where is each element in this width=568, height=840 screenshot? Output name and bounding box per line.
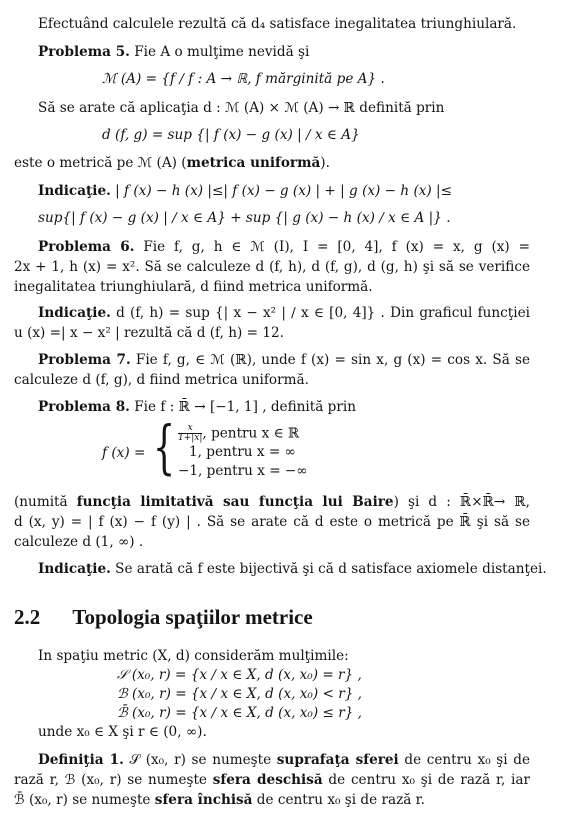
closed-sphere-term: sfera închisă: [154, 792, 253, 808]
problem-8-line2-pre: (numită: [14, 494, 77, 510]
problem-8-hint: [38, 561, 547, 579]
problem-6-line1: [38, 239, 530, 257]
sphere-surface-term: suprafaţa sferei: [276, 752, 399, 768]
problem-5-line3-pre: este o metrică pe ℳ (A) (: [14, 155, 187, 171]
case-1: [178, 424, 299, 444]
problem-8-line1: [38, 399, 356, 417]
definition-1-l3a: ℬ̄ (x₀, r) se numeşte: [14, 792, 155, 808]
problem-5-hint-line1: [38, 183, 452, 201]
problem-8-line2-post: ) şi d : ℝ̄×ℝ̄→ ℝ,: [393, 494, 530, 510]
problem-8-line4: calculeze d (1, ∞) .: [14, 534, 144, 550]
problem-8-hint-label: Indicaţie.: [38, 561, 111, 577]
problem-5-heading: Problema 5.: [38, 44, 130, 60]
uniform-metric-term: metrica uniformă: [186, 155, 321, 171]
case-2: 1, pentru x = ∞: [189, 444, 296, 460]
problem-5-hint-line2: sup{| f (x) − g (x) | ∕ x ∈ A} + sup {| g (x) − h (x) ∕ x ∈ A |} .: [38, 210, 451, 226]
case-1-fraction: [178, 424, 202, 444]
intro-line: Efectuând calculele rezultă că d₄ satisface inegalitatea triunghiulară.: [38, 16, 517, 32]
problem-6-hint-label: Indicaţie.: [38, 305, 111, 321]
baire-function-term: funcţia limitativă sau funcţia lui Baire: [76, 494, 394, 510]
open-sphere-term: sfera deschisă: [212, 772, 323, 788]
definition-1-l3c: de centru x₀ şi de rază r.: [252, 792, 425, 808]
problem-8-line2: [14, 494, 530, 512]
problem-6-line3: inegalitatea triunghiulară, d fiind metrica uniformă.: [14, 279, 373, 295]
problem-8-hint-text: Se arată că f este bijectivă şi că d satisface axiomele distanţei.: [115, 561, 547, 577]
section-heading: [14, 604, 313, 632]
definition-1-l1a: 𝒮 (x₀, r) se numeşte: [129, 752, 277, 768]
case-3: −1, pentru x = −∞: [178, 463, 308, 479]
problem-7-line1: [38, 352, 530, 370]
formula-metric-d: d (f, g) = sup {| f (x) − g (x) | ∕ x ∈ A}: [102, 127, 360, 143]
set-open-ball: ℬ (x₀, r) = {x ∕ x ∈ X, d (x, x₀) < r} ,: [117, 686, 363, 702]
section-intro: In spaţiu metric (X, d) considerăm mulţimile:: [38, 648, 349, 664]
definition-1-label: Definiţia 1.: [38, 752, 124, 768]
definition-1-line1: [38, 752, 530, 770]
problem-6-line2: 2x + 1, h (x) = x². Să se calculeze d (f, h), d (f, g), d (g, h) şi să se verifice: [14, 259, 530, 275]
case-1-denominator: 1+|x|: [178, 433, 203, 444]
problem-7-line2: calculeze d (f, g), d fiind metrica uniformă.: [14, 372, 309, 388]
problem-6-hint-line1: [38, 305, 530, 323]
definition-1-l2c: de centru x₀ şi de rază r, iar: [322, 772, 531, 788]
function-f-lhs: f (x) =: [102, 445, 146, 461]
definition-1-l2a: rază r, ℬ (x₀, r) se numeşte: [14, 772, 213, 788]
problem-7-text1: Fie f, g, ∈ ℳ (ℝ), unde f (x) = sin x, g (x) = cos x. Să se: [135, 352, 530, 368]
problem-8-line3: d (x, y) = | f (x) − f (y) | . Să se arate că d este o metrică pe ℝ̄ şi să se: [14, 514, 530, 530]
section-where: unde x₀ ∈ X şi r ∈ (0, ∞).: [38, 724, 207, 740]
problem-8-text1: Fie f : ℝ̄ → [−1, 1] , definită prin: [134, 399, 356, 415]
section-title: Topologia spaţiilor metrice: [72, 605, 313, 629]
definition-1-line2: [14, 772, 530, 790]
problem-5-line1: [38, 44, 309, 62]
problem-6-text1: Fie f, g, h ∈ ℳ (I), I = [0, 4], f (x) = x, g (x) =: [143, 239, 531, 255]
problem-5-line3: [14, 155, 330, 173]
section-number: 2.2: [14, 605, 41, 629]
problem-6-hint-text1: d (f, h) = sup {| x − x² | ∕ x ∈ [0, 4]} . Din graficul funcţiei: [116, 305, 531, 321]
problem-5-line2: Să se arate că aplicaţia d : ℳ (A) × ℳ (A) → ℝ definită prin: [38, 100, 445, 116]
definition-1-l1c: de centru x₀ şi de: [398, 752, 531, 768]
set-sphere-surface: 𝒮 (x₀, r) = {x ∕ x ∈ X, d (x, x₀) = r} ,: [117, 667, 362, 683]
cases-brace: {: [153, 413, 176, 481]
formula-M-of-A: ℳ (A) = {f ∕ f : A → ℝ, f mărginită pe A} .: [102, 71, 385, 87]
problem-5-line3-post: ).: [320, 155, 330, 171]
problem-8-heading: Problema 8.: [38, 399, 130, 415]
problem-5-hint-text1: | f (x) − h (x) |≤| f (x) − g (x) | + | g (x) − h (x) |≤: [115, 183, 453, 199]
case-1-text: , pentru x ∈ ℝ: [202, 425, 300, 442]
case-1-numerator: x: [178, 424, 202, 434]
problem-6-hint-line2: u (x) =| x − x² | rezultă că d (f, h) = 12.: [14, 325, 284, 341]
problem-5-text: Fie A o mulţime nevidă şi: [134, 44, 310, 60]
problem-6-heading: Problema 6.: [38, 239, 135, 255]
set-closed-ball: ℬ̄ (x₀, r) = {x ∕ x ∈ X, d (x, x₀) ≤ r} ,: [117, 705, 363, 721]
problem-7-heading: Problema 7.: [38, 352, 131, 368]
definition-1-line3: [14, 792, 425, 810]
problem-5-hint-label: Indicaţie.: [38, 183, 111, 199]
